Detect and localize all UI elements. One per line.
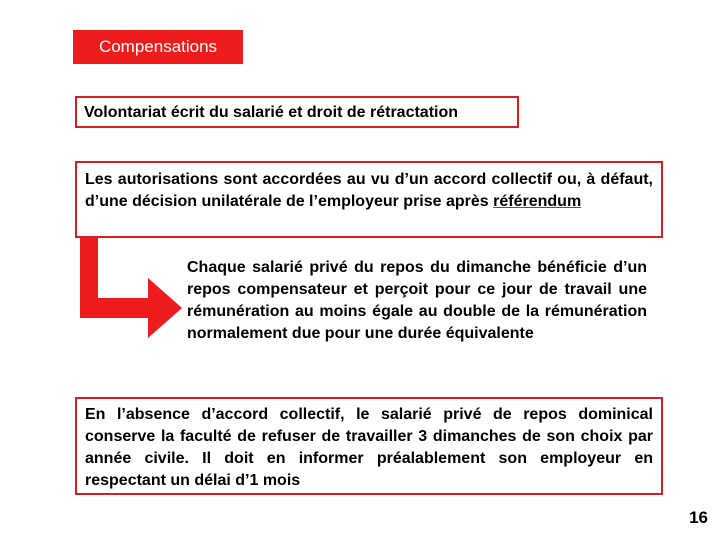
slide-title-text: Compensations	[98, 37, 218, 56]
note-text: En l’absence d’accord collectif, le salarié privé de repos dominical conserve la faculté de refuser de travailler 3 dimanches de son choix par année civile. Il doit en informer préalablement son employeur en respectant un délai d’1 mois	[85, 406, 653, 489]
consequence-text: Chaque salarié privé du repos du dimanche bénéficie d’un repos compensateur et perçoit pour ce jour de travail une rémunération au moins égale au double de la rémunération normalement due pour une durée équivalente	[187, 259, 647, 342]
slide-title	[73, 30, 243, 64]
rule-underlined-term: référendum	[493, 193, 582, 210]
rule-text: Les autorisations sont accordées au vu d’un accord collectif ou, à défaut, d’une décision unilatérale de l’employeur prise après	[85, 171, 653, 210]
rule-box	[75, 161, 663, 238]
note-box	[75, 397, 663, 495]
arrow-down-right-icon	[80, 232, 190, 342]
page-number: 16	[689, 508, 708, 527]
subtitle-text: Volontariat écrit du salarié et droit de rétractation	[84, 104, 459, 121]
subtitle-box	[75, 96, 519, 128]
